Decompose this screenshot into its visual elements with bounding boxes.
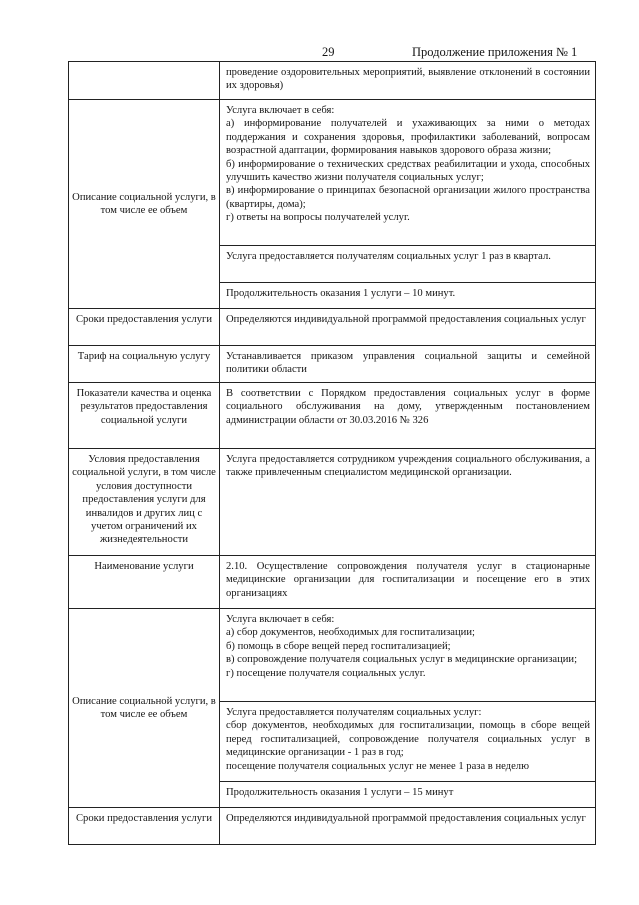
content-block — [220, 701, 595, 781]
content-block — [220, 62, 595, 99]
table-row — [69, 100, 596, 309]
row-content — [220, 309, 596, 346]
row-content — [220, 808, 596, 845]
continuation-label: Продолжение приложения № 1 — [412, 45, 578, 59]
content-line: г) ответы на вопросы получателей услуг. — [226, 212, 410, 224]
content-line: в) информирование о принципах безопасной организации жилого пространства (квартиры, дома); — [226, 185, 590, 210]
content-line: а) информирование получателей и ухаживающих за ними о методах поддержания и сохранения здоровья, профилактики заболеваний, вопросам возрастной адаптации, формирования навыков здорового образа жизни; — [226, 118, 590, 157]
content-line: в) сопровождение получателя социальных услуг в медицинские организации; — [226, 654, 578, 666]
content-line: Услуга включает в себя: — [226, 105, 335, 116]
content-block — [220, 245, 595, 282]
table-row — [69, 309, 596, 346]
content-block — [220, 556, 595, 608]
page-number: 29 — [322, 45, 335, 59]
content-line: Продолжительность оказания 1 услуги – 10 минут. — [226, 288, 456, 299]
row-content — [220, 383, 596, 449]
content-line: Определяются индивидуальной программой предоставления социальных услуг — [226, 314, 586, 325]
table-row — [69, 346, 596, 383]
row-label: Сроки предоставления услуги — [69, 309, 220, 346]
content-line: Услуга включает в себя: — [226, 614, 335, 625]
content-line: посещение получателя социальных услуг не менее 1 раза в неделю — [226, 760, 529, 772]
content-block — [220, 346, 595, 382]
content-line: Устанавливается приказом управления социальной защиты и семейной политики области — [226, 351, 590, 376]
row-content — [220, 62, 596, 100]
content-block — [220, 609, 595, 701]
content-line: Услуга предоставляется сотрудником учреждения социального обслуживания, а также привлеченным специалистом медицинской организации. — [226, 454, 590, 479]
content-block — [220, 309, 595, 345]
content-line: Определяются индивидуальной программой предоставления социальных услуг — [226, 813, 586, 824]
content-line: 2.10. Осуществление сопровождения получателя услуг в стационарные медицинские организации для госпитализации и посещение его в этих организациях — [226, 561, 590, 599]
content-block — [220, 100, 595, 245]
content-line: б) информирование о технических средствах реабилитации и ухода, способных улучшить качество жизни получателя социальных услуг; — [226, 158, 590, 184]
row-label: Тариф на социальную услугу — [69, 346, 220, 383]
row-label: Описание социальной услуги, в том числе ее объем — [69, 100, 220, 309]
row-content — [220, 100, 596, 309]
services-table — [68, 61, 596, 845]
content-line: Услуга предоставляется получателям социальных услуг: — [226, 707, 482, 718]
content-line: г) посещение получателя социальных услуг. — [226, 667, 426, 679]
row-label: Условия предоставления социальной услуги, в том числе условия доступности предоставления услуги для инвалидов и других лиц с учетом ограничений их жизнедеятельности — [69, 449, 220, 556]
row-content — [220, 609, 596, 808]
table-row — [69, 609, 596, 808]
table-row — [69, 449, 596, 556]
table-row — [69, 808, 596, 845]
table-row — [69, 383, 596, 449]
content-line: Услуга предоставляется получателям социальных услуг 1 раз в квартал. — [226, 251, 551, 262]
content-line: а) сбор документов, необходимых для госпитализации; — [226, 627, 475, 639]
row-label: Описание социальной услуги, в том числе ее объем — [69, 609, 220, 808]
content-block — [220, 781, 595, 807]
row-content — [220, 556, 596, 609]
row-label: Показатели качества и оценка результатов предоставления социальной услуги — [69, 383, 220, 449]
content-block — [220, 282, 595, 308]
content-line: В соответствии с Порядком предоставления социальных услуг в форме социального обслуживания на дому, утвержденным постановлением администрации области от 30.03.2016 № 326 — [226, 388, 590, 426]
content-line: Продолжительность оказания 1 услуги – 15 минут — [226, 787, 454, 798]
row-label: Наименование услуги — [69, 556, 220, 609]
row-content — [220, 346, 596, 383]
row-label: Сроки предоставления услуги — [69, 808, 220, 845]
content-block — [220, 383, 595, 448]
row-content — [220, 449, 596, 556]
content-block — [220, 808, 595, 844]
content-line: б) помощь в сборе вещей перед госпитализацией; — [226, 640, 451, 652]
content-line: сбор документов, необходимых для госпитализации, помощь в сборе вещей перед госпитализацией, сопровождение получателя социальных услуг в медицинские организации - 1 раз в год; — [226, 720, 590, 759]
row-label — [69, 62, 220, 100]
table-row — [69, 556, 596, 609]
content-line: проведение оздоровительных мероприятий, выявление отклонений в состоянии их здоровья) — [226, 67, 590, 92]
table-row — [69, 62, 596, 100]
content-block — [220, 449, 595, 555]
